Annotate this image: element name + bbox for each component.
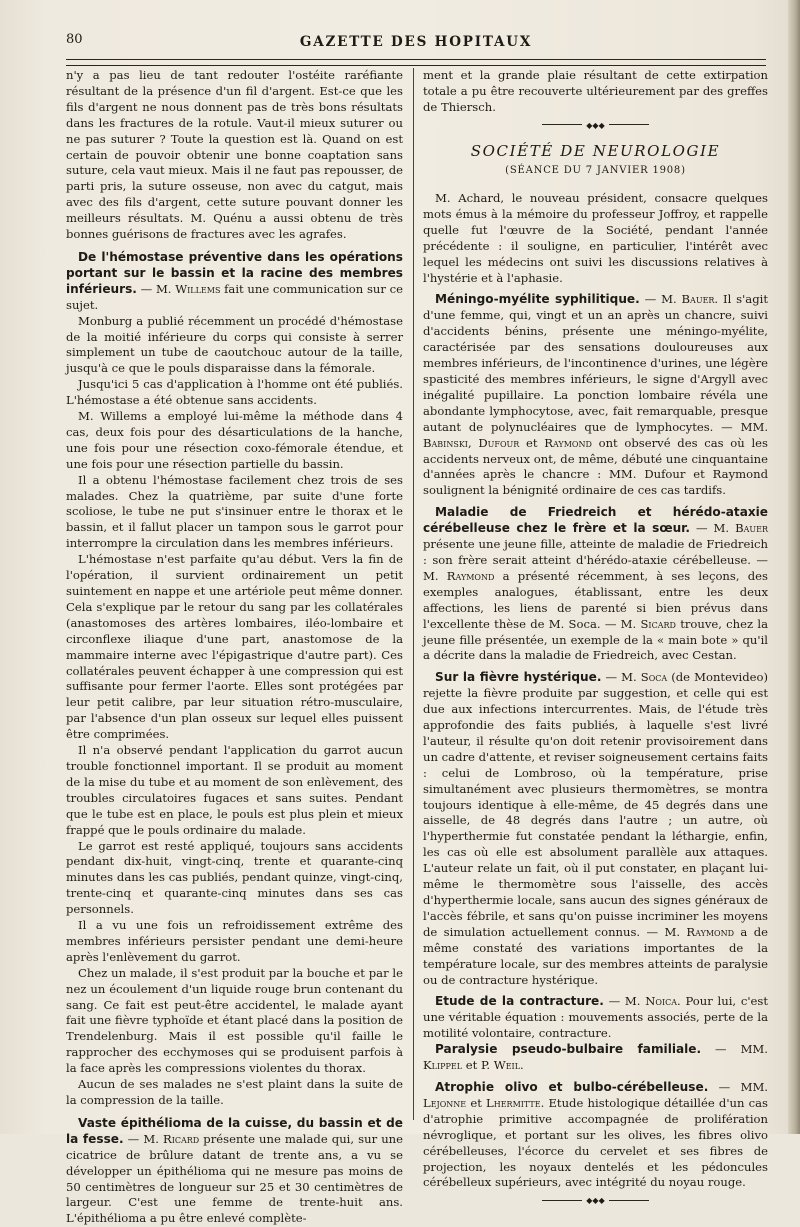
section-atrophie: Atrophie olivo et bulbo-cérébelleuse. — MM. Lejonne et Lhermitte. Etude histologique détaillée d'un cas d'atrophie primitive accompagnée de prolifération névroglique, et portant sur les olives, les fibres olivo cérébelleuses, l'écorce du cervelet et ses fibres de projection, les noyaux dentelés et les pédoncules cérébelleux supérieurs, avec intégrité du noyau rouge.: [423, 1079, 768, 1190]
paragraph: Il a vu une fois un refroidissement extrême des membres inférieurs persister pendant une demi-heure après l'enlèvement du garrot.: [66, 918, 403, 964]
paragraph: Monburg a publié récemment un procédé d'hémostase de la moitié inférieure du corps qui consiste à serrer simplement un tube de caoutchouc autour de la taille, jusqu'à ce que le pouls disparaisse dans la fémorale.: [66, 313, 403, 376]
paragraph: n'y a pas lieu de tant redouter l'ostéite raréfiante résultant de la présence d'un fil d'argent. Est-ce que les fils d'argent ne nous donnent pas de très bons résultats dans les fractures de la rotule. Vaut-il mieux suturer ou ne pas suturer ? Toute la question est là. Quand on est certain de pouvoir obtenir une bonne coaptation sans suture, cela vaut mieux. Mais il ne faut pas repousser, de parti pris, la suture osseuse, non avec du catgut, mais avec des fils d'argent, cette suture pouvant donner les meilleurs résultats. M. Quénu a aussi obtenu de très bonnes guérisons de fractures avec les agrafes.: [66, 68, 403, 242]
section-heading: Atrophie olivo et bulbo-cérébelleuse.: [435, 1079, 709, 1094]
end-ornament: ◆◆◆: [423, 1195, 768, 1206]
page-number: 80: [66, 32, 83, 47]
header-rule: [66, 59, 766, 66]
paragraph: Chez un malade, il s'est produit par la bouche et par le nez un écoulement d'un liquide rouge brun contenant du sang. Ce fait est peut-être accidentel, le malade ayant fait une fièvre typhoïde et étant placé dans la position de Trendelenburg. Mais il est possible qu'il faille le rapprocher des ecchymoses qui se produisent parfois à la face après les compressions violentes du thorax.: [66, 965, 403, 1076]
paragraph: Aucun de ses malades ne s'est plaint dans la suite de la compression de la taille.: [66, 1077, 403, 1107]
author-name: Bauer: [735, 521, 768, 536]
paragraph: ment et la grande plaie résultant de cette extirpation totale a pu être recouverte ultérieurement par des greffes de Thiersch.: [423, 68, 768, 114]
author-name: Lhermitte: [486, 1095, 541, 1110]
session-date: (SÉANCE DU 7 JANVIER 1908): [505, 165, 686, 177]
paragraph: Il a obtenu l'hémostase facilement chez trois de ses malades. Chez la quatrième, par suite d'une forte scoliose, le tube ne put s'insinuer entre le thorax et le bassin, et il fallut placer un tampon sous le garrot pour interrompre la circulation dans les membres inférieurs.: [66, 472, 403, 551]
section-heading: Méningo-myélite syphilitique.: [435, 292, 640, 307]
paragraph: Il n'a observé pendant l'application du garrot aucun trouble fonctionnel important. Il se produit au moment de la mise du tube et au moment de son enlèvement, des troubles circulatoires fugaces et sans suites. Pendant que le tube est en place, le pouls est plus plein et mieux frappé que le pouls ordinaire du malade.: [66, 743, 403, 837]
paragraph: M. Willems a employé lui-même la méthode dans 4 cas, deux fois pour des désarticulations de la hanche, une fois pour une résection coxo-fémorale étendue, et une fois pour une résection partielle du bassin.: [66, 409, 403, 471]
page-header: [66, 30, 766, 58]
author-name: Sicard: [640, 616, 676, 631]
section-heading: Paralysie pseudo-bulbaire familiale.: [435, 1042, 702, 1057]
author-name: M. Ricard: [143, 1131, 200, 1146]
society-title: SOCIÉTÉ DE NEUROLOGIE: [470, 142, 721, 161]
author-name: Weil: [493, 1058, 521, 1073]
paragraph: Jusqu'ici 5 cas d'application à l'homme ont été publiés. L'hémostase a été obtenue sans accidents.: [66, 377, 403, 408]
left-column: [66, 68, 403, 1227]
section-heading: Vaste épithélioma de la cuisse, du bassin et de la fesse.: [66, 1115, 403, 1146]
author-name: Raymond: [446, 568, 495, 583]
journal-title: GAZETTE DES HOPITAUX: [299, 34, 533, 50]
author-name: M. Bauer.: [661, 292, 719, 307]
section-contracture: Etude de la contracture. — M. Noica. Pour lui, c'est une véritable équation : mouvements associés, perte de la motilité volontaire, contracture.: [423, 994, 768, 1041]
section-fievre: Sur la fièvre hystérique. — M. Soca (de Montevideo) rejette la fièvre produite par suggestion, et celle qui est due aux infections intercurrentes. Mais, de l'étude très approfondie des faits publiés, à laquelle s'est livré l'auteur, il résulte qu'on doit retenir provisoirement dans un cadre d'attente, et reviser soigneusement certains faits : celui de Lombroso, où la température, prise simultanément avec plusieurs thermomètres, se montra toujours identique à elle-même, de 45 degrés dans une aisselle, de 48 degrés dans l'autre ; un autre, où l'hyperthermie fut constatée pendant la léthargie, enfin, les cas où elle est absolument parallèle aux attaques. L'auteur relate un fait, où il put constater, en plaçant lui-même le thermomètre sous l'aisselle, des accès d'hyperthermie locale, sans aucun des signes généraux de l'accès fébrile, et sans qu'on puisse incriminer les moyens de simulation actuellement connus. — M. Raymond a de même constaté des variations importantes de la température locale, sur des membres atteints de paralysie ou de contracture hystérique.: [423, 670, 768, 987]
section-meningo: Méningo-myélite syphilitique. — M. Bauer. Il s'agit d'une femme, qui, vingt et un an après un chancre, suivi d'accidents bénins, présente une méningo-myélite, caractérisée par des sensations douloureuses aux membres inférieurs, de l'incontinence d'urines, une légère spasticité des membres inférieurs, le signe d'Argyll avec inégalité pupillaire. La ponction lombaire révéla une abondante lymphocytose, avec, fait remarquable, presque autant de polynucléaires que de lymphocytes. — MM. Babinski, Dufour et Raymond ont observé des cas où les accidents nerveux ont, de même, débuté une cinquantaine d'années après le chancre : MM. Dufour et Raymond soulignent la bénignité ordinaire de ces cas tardifs.: [423, 292, 769, 498]
author-name: Soca: [640, 670, 668, 685]
right-column: [423, 68, 768, 1208]
author-name: Raymond: [686, 924, 735, 939]
section-paralysie: Paralysie pseudo-bulbaire familiale. — MM. Klippel et P. Weil.: [423, 1042, 768, 1073]
paragraph: M. Achard, le nouveau président, consacre quelques mots émus à la mémoire du professeur Joffroy, et rappelle quelle fut l'œuvre de la Société, pendant l'année précédente : il souligne, en particulier, l'intérêt avec lequel les médecins ont suivi les discussions relatives à l'hystérie et à l'aphasie.: [423, 191, 768, 285]
author-name: Lejonne: [423, 1095, 467, 1110]
paragraph: Le garrot est resté appliqué, toujours sans accidents pendant dix-huit, vingt-cinq, trente et quarante-cinq minutes dans les cas publiés, pendant quinze, vingt-cinq, trente-cinq et quarante-cinq minutes dans ses cas personnels.: [66, 838, 403, 917]
section-heading: Sur la fièvre hystérique.: [435, 670, 602, 685]
section-ricard: Vaste épithélioma de la cuisse, du bassin et de la fesse. — M. Ricard présente une malade qui, sur une cicatrice de brûlure datant de trente ans, a vu se développer un épithélioma qui ne mesure pas moins de 50 centimètres de longueur sur 25 et 30 centimètres de largeur. C'est une femme de trente-huit ans. L'épithélioma a pu être enlevé complète-: [66, 1115, 403, 1226]
section-heading: Etude de la contracture.: [435, 994, 604, 1009]
section-heading: Maladie de Friedreich et hérédo-ataxie cérébelleuse chez le frère et la sœur.: [423, 505, 768, 536]
section-willems: De l'hémostase préventive dans les opérations portant sur le bassin et la racine des membres inférieurs. — M. Willems fait une communication sur ce sujet.: [66, 249, 403, 312]
column-divider: [413, 68, 414, 1120]
author-name: Raymond: [544, 435, 592, 450]
author-name: Noica: [645, 994, 678, 1009]
section-ornament: ◆◆◆: [423, 120, 768, 131]
paragraph: L'hémostase n'est parfaite qu'au début. Vers la fin de l'opération, il survient ordinairement un petit suintement en nappe et une artériole peut même donner. Cela s'explique par le retour du sang par les collatérales (anastomoses des artères lombaires, iléo-lombaire et circonflexe iliaque d'une part, anastomose de la mammaire interne avec l'épigastrique d'autre part). Ces collatérales peuvent échapper à une compression qui est suffisante pour fermer l'aorte. Elles sont protégées par leur petit calibre, par leur situation rétro-musculaire, par l'absence d'un plan osseux sur lequel elles puissent être comprimées.: [66, 552, 403, 742]
author-name: Babinski, Dufour: [423, 435, 520, 450]
page-edge-shadow: [788, 0, 800, 1134]
section-friedreich: Maladie de Friedreich et hérédo-ataxie cérébelleuse chez le frère et la sœur. — M. Bauer présente une jeune fille, atteinte de maladie de Friedreich : son frère serait atteint d'hérédo-ataxie cérébelleuse. — M. Raymond a présenté récemment, à ses leçons, des exemples analogues, établissant, entre les deux affections, les liens de parenté si bien prévus dans l'excellente thèse de M. Soca. — M. Sicard trouve, chez la jeune fille présentée, un exemple de la « main bote » qu'il a décrite dans la maladie de Friedreich, avec Cestan.: [423, 505, 768, 663]
author-name: M. Willems: [155, 281, 221, 296]
section-heading: De l'hémostase préventive dans les opérations portant sur le bassin et la racine des membres inférieurs.: [66, 249, 403, 296]
author-name: Klippel: [423, 1058, 463, 1073]
